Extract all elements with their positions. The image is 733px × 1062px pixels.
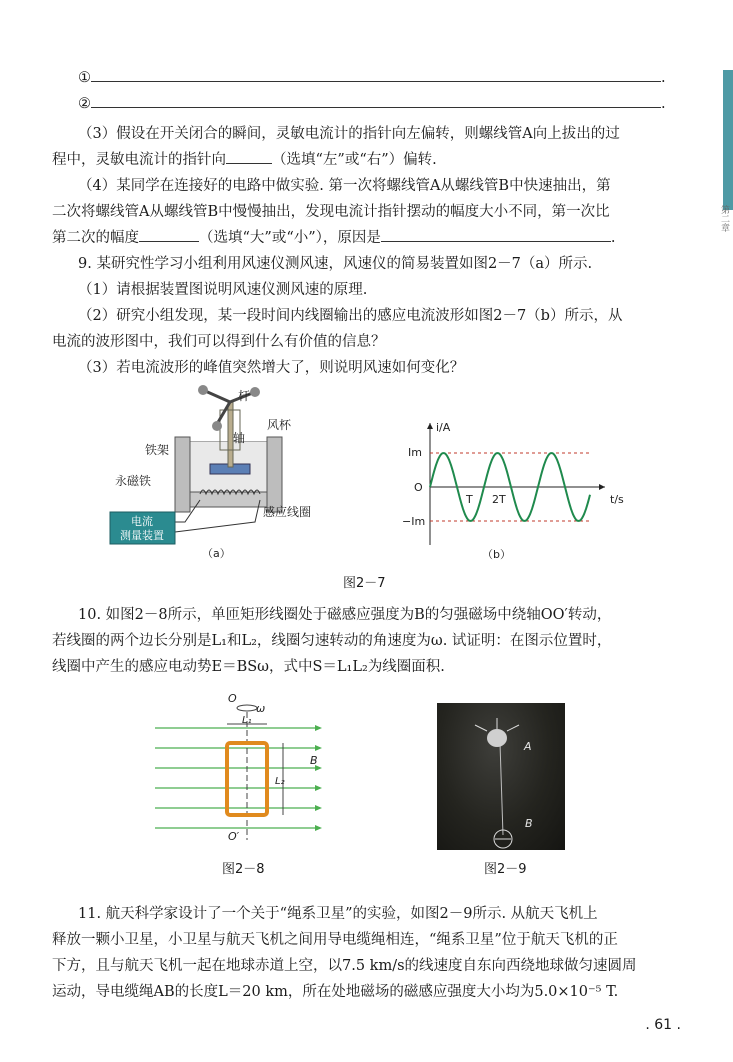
item-1-marker: ① (78, 70, 91, 86)
label-B: B (310, 754, 318, 767)
blank-2 (91, 107, 661, 108)
label-t1: T (466, 493, 473, 506)
label-ymax: Im (408, 446, 422, 459)
q4-text-3b: （选填“大”或“小”），原因是 (199, 230, 381, 246)
q4-label: （4） (78, 178, 117, 194)
q10-line-3: 线圈中产生的感应电动势E＝BSω，式中S＝L₁L₂为线圈面积. (52, 659, 445, 675)
label-device-2: 测量装置 (120, 529, 164, 542)
q3-line-2 (52, 148, 437, 169)
q11-line-2: 释放一颗小卫星，小卫星与航天飞机之间用导电缆绳相连，“绳系卫星”位于航天飞机的正 (52, 932, 618, 948)
q11-line-3: 下方，且与航天飞机一起在地球赤道上空，以7.5 km/s的线速度自东向西绕地球做匀速圆周 (52, 958, 637, 974)
label-ymin: −Im (402, 515, 426, 528)
label-coil: 感应线圈 (263, 505, 312, 519)
answer-line-2: ② . (78, 96, 666, 112)
item-2-marker: ② (78, 96, 91, 112)
label-A: A (524, 740, 532, 753)
q4-line-3: 第二次的幅度 （选填“大”或“小”），原因是 . (52, 230, 616, 246)
q3-label: （3） (78, 126, 117, 142)
answer-line-1: ① . (78, 70, 666, 86)
q9-sub2-line2: 电流的波形图中，我们可以得到什么有价值的信息？ (52, 334, 386, 350)
q10-line-1: 10. 如图2－8所示，单匝矩形线圈处于磁感应强度为B的匀强磁场中绕轴OO′转动， (78, 607, 612, 623)
q11-line-1: 11. 航天科学家设计了一个关于“绳系卫星”的实验，如图2－9所示. 从航天飞机上 (78, 906, 598, 922)
label-L1: L₁ (242, 715, 252, 726)
q3-text-2b: （选填“左”或“右”）偏转. (272, 152, 437, 168)
q11-line-4: 运动，导电缆绳AB的长度L＝20 km，所在处地磁场的磁感应强度大小均为5.0×10⁻⁵ T. (52, 984, 619, 1000)
q4-line-1 (78, 174, 611, 195)
label-t2: 2T (492, 493, 506, 506)
q4-line-2 (52, 200, 610, 221)
blank-1 (91, 81, 661, 82)
label-ylabel: i/A (436, 421, 451, 434)
label-zero: O (414, 481, 423, 494)
label-L2: L₂ (275, 776, 285, 787)
page-number: . 61 . (645, 1017, 681, 1033)
label-device-1: 电流 (131, 515, 153, 528)
figure-2-7b (400, 415, 650, 560)
figure-2-9-photo (437, 703, 565, 850)
label-cup: 风杯 (267, 418, 292, 432)
tether-satellite-illustration (437, 703, 565, 850)
label-B-photo: B (525, 817, 533, 830)
label-Oprime: O′ (228, 830, 240, 843)
figure-2-7a (105, 382, 335, 562)
chapter-side-tab (723, 70, 733, 210)
label-axis: 轴 (233, 431, 246, 445)
label-tag-a: （a） (202, 547, 231, 560)
q9-sub1: （1）请根据装置图说明风速仪测风速的原理. (78, 282, 368, 298)
q3-line-1 (78, 122, 620, 143)
label-frame: 铁架 (145, 443, 170, 457)
label-tag-b: （b） (482, 548, 511, 560)
q3-text-2a: 程中，灵敏电流计的指针向 (52, 152, 226, 168)
q4-text-1: 某同学在连接好的电路中做实验. 第一次将螺线管A从螺线管B中快速抽出，第 (116, 178, 611, 194)
q9-sub2-line1: （2）研究小组发现，某一段时间内线圈输出的感应电流波形如图2－7（b）所示，从 (78, 308, 623, 324)
caption-fig-2-8: 图2－8 (222, 862, 265, 877)
caption-fig-2-7: 图2－7 (343, 576, 386, 591)
label-rod: 杆 (238, 389, 251, 403)
q4-text-2: 二次将螺线管A从螺线管B中慢慢抽出，发现电流计指针摆动的幅度大小不同，第一次比 (52, 204, 610, 220)
q3-text-1: 假设在开关闭合的瞬间，灵敏电流计的指针向左偏转，则螺线管A向上拔出的过 (116, 126, 620, 142)
label-omega: ω (256, 702, 266, 715)
label-magnet: 永磁铁 (115, 474, 152, 488)
q4-text-3a: 第二次的幅度 (52, 230, 139, 246)
label-O: O (228, 692, 237, 705)
q4-blank-1 (139, 241, 199, 242)
q9-sub3: （3）若电流波形的峰值突然增大了，则说明风速如何变化？ (78, 360, 465, 376)
q3-blank (226, 163, 272, 164)
figure-2-8 (150, 690, 330, 855)
q10-line-2: 若线圈的两个边长分别是L₁和L₂，线圈匀速转动的角速度为ω. 试证明：在图示位置时， (52, 633, 612, 649)
q4-blank-2 (381, 241, 611, 242)
label-xlabel: t/s (610, 493, 624, 506)
caption-fig-2-9: 图2－9 (484, 862, 527, 877)
chapter-side-label: 第二章 (719, 205, 729, 232)
q9-stem: 9. 某研究性学习小组利用风速仪测风速，风速仪的简易装置如图2－7（a）所示. (78, 256, 593, 272)
